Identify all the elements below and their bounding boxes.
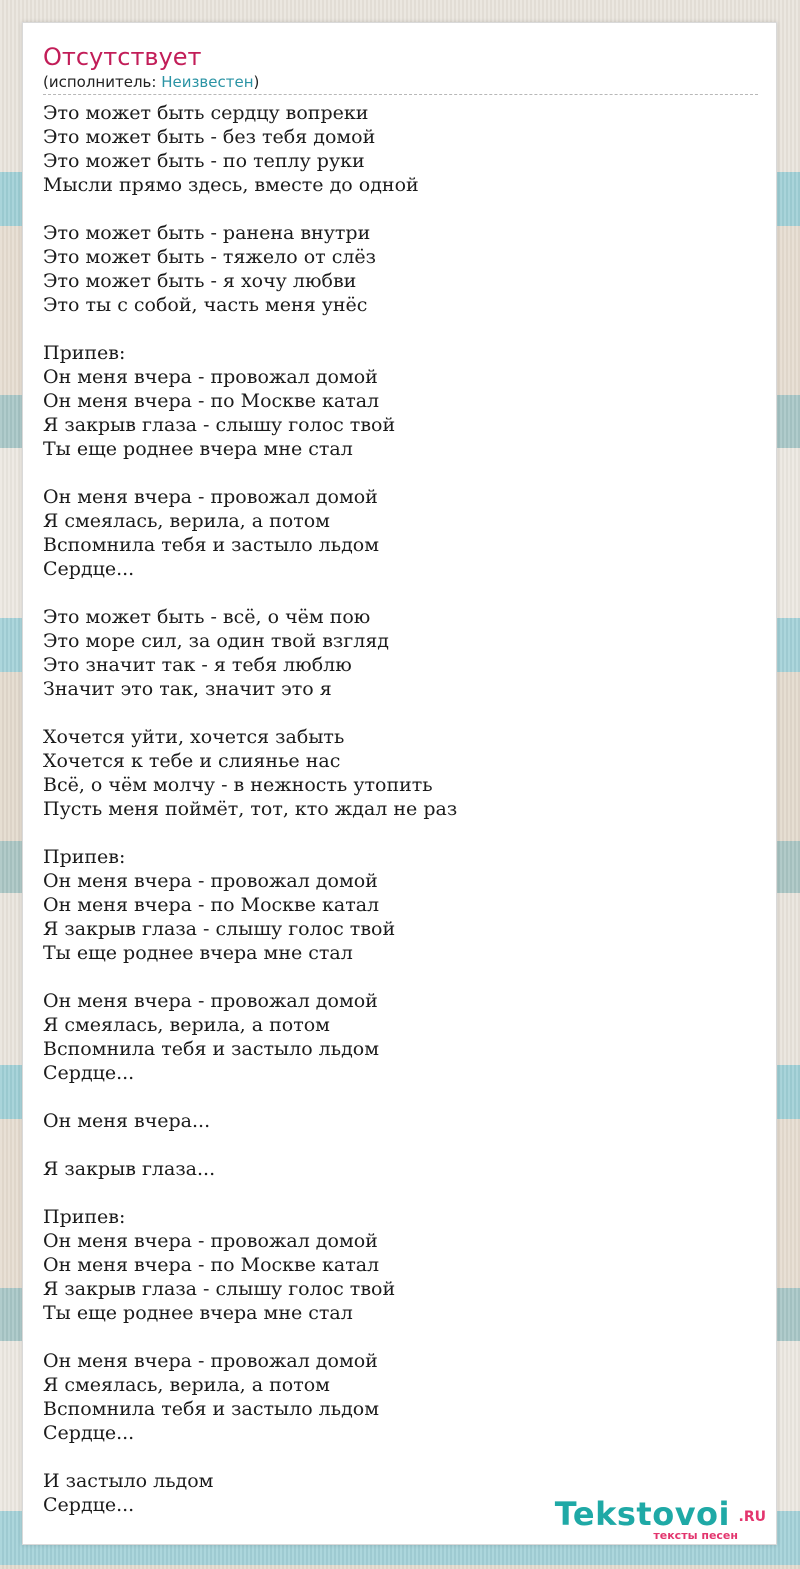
logo-tagline: тексты песен (653, 1529, 738, 1542)
song-header (43, 42, 758, 95)
logo-word: Tekstovoi (554, 1495, 730, 1533)
artist-link[interactable]: Неизвестен (161, 73, 254, 91)
artist-suffix: ) (253, 73, 260, 91)
logo-domain: .RU (738, 1509, 766, 1525)
song-title: Отсутствует (43, 43, 202, 71)
site-logo[interactable] (554, 1495, 768, 1544)
lyrics-card (22, 22, 777, 1545)
lyrics-text: Это может быть сердцу вопреки Это может быть - без тебя домой Это может быть - по теплу руки Мысли прямо здесь, вместе до одной Это может быть - ранена внутри Это может быть - тяжело от слёз Это может быть - я хочу любви Это ты с собой, часть меня унёс Припев: Он меня вчера - провожал домой Он меня вчера - по Москве катал Я закрыв глаза - слышу голос твой Ты еще роднее вчера мне стал Он меня вчера - провожал домой Я смеялась, верила, а потом Вспомнила тебя и застыло льдом Сердце... Это может быть - всё, о чём пою Это море сил, за один твой взгляд Это значит так - я тебя люблю Значит это так, значит это я Хочется уйти, хочется забыть Хочется к тебе и слиянье нас Всё, о чём молчу - в нежность утопить Пусть меня поймёт, тот, кто ждал не раз Припев: Он меня вчера - провожал домой Он меня вчера - по Москве катал Я закрыв глаза - слышу голос твой Ты еще роднее вчера мне стал Он меня вчера - провожал домой Я смеялась, верила, а потом Вспомнила тебя и застыло льдом Сердце... Он меня вчера... Я закрыв глаза... Припев: Он меня вчера - провожал домой Он меня вчера - по Москве катал Я закрыв глаза - слышу голос твой Ты еще роднее вчера мне стал Он меня вчера - провожал домой Я смеялась, верила, а потом Вспомнила тебя и застыло льдом Сердце... И застыло льдом Сердце... (43, 102, 458, 1516)
artist-line (43, 72, 758, 95)
artist-prefix: (исполнитель: (43, 73, 162, 91)
